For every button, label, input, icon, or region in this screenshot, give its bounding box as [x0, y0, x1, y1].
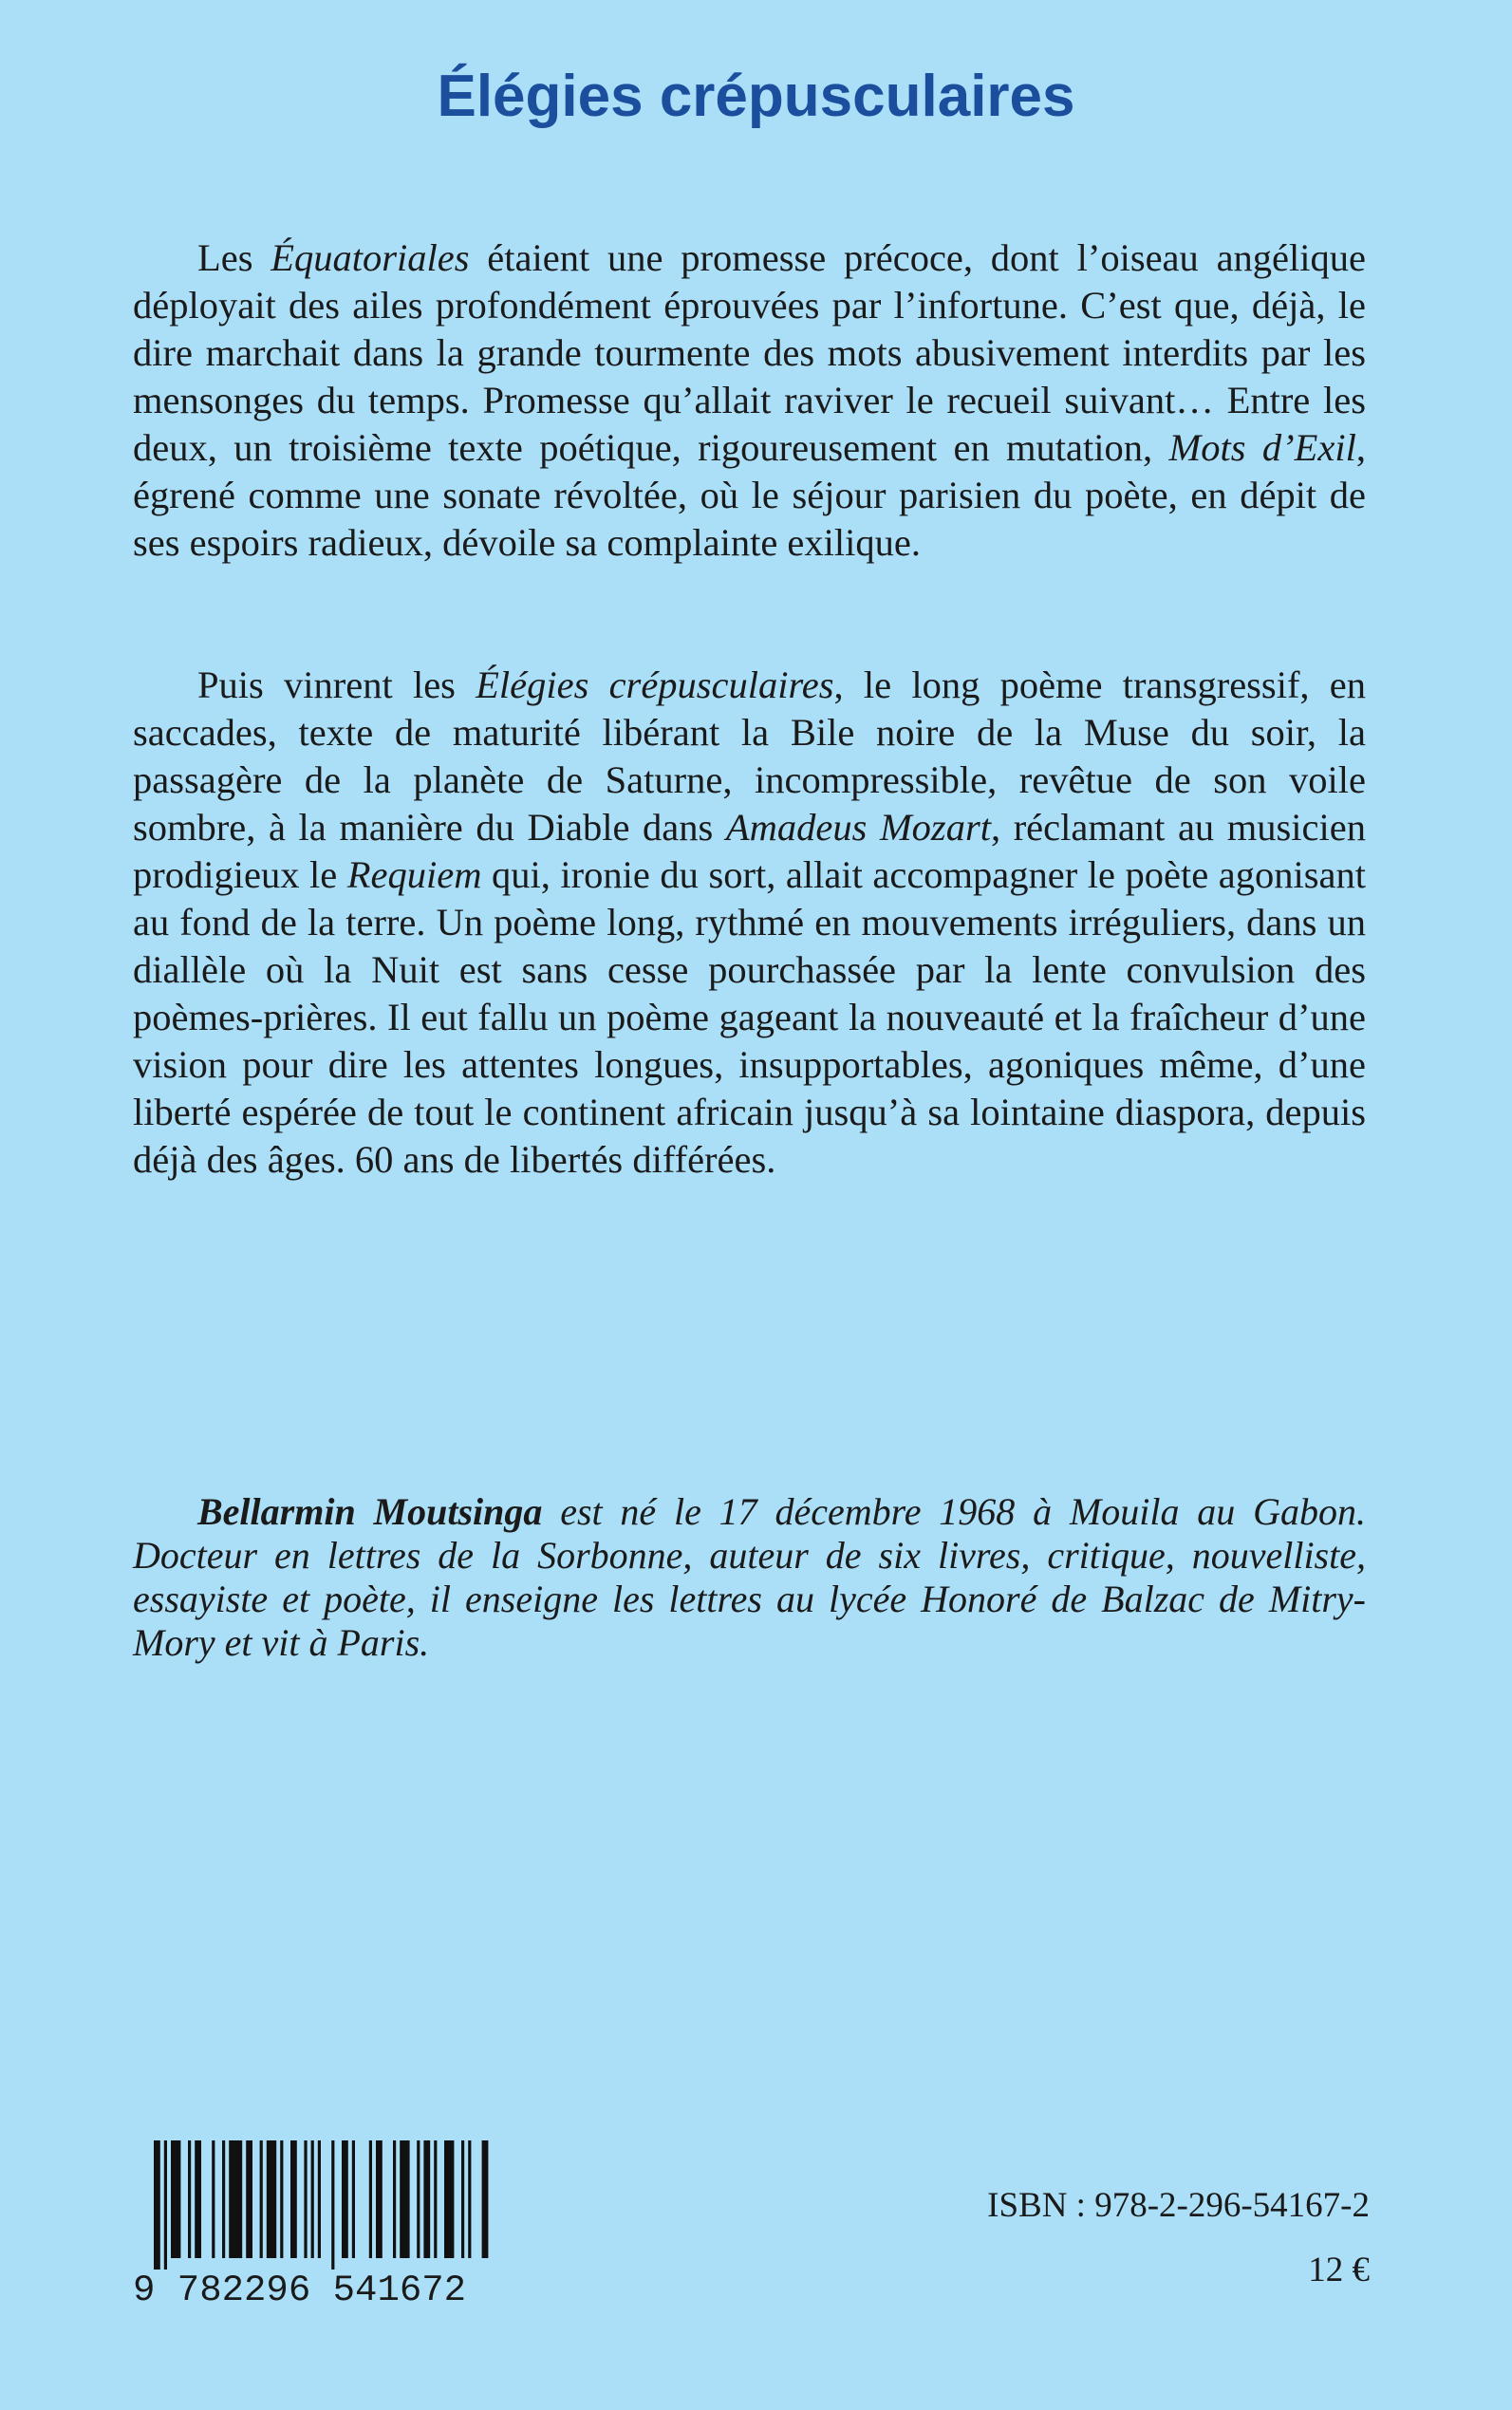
barcode-digits: 9 782296 541672	[133, 2270, 467, 2311]
p2-text-3: , réclamant au musicien prodigieux le	[133, 806, 1366, 896]
author-bio-text: est né le 17 décembre 1968 à Mouila au Gabon. Docteur en lettres de la Sorbonne, auteur de six livres, critique, nouvelliste, essayiste et poète, il enseigne les lettres au lycée Honoré de Balzac de Mitry-Mory et vit à Paris.	[133, 1490, 1366, 1664]
p1-italic-mots-exil: Mots d’Exil	[1168, 426, 1356, 469]
p2-italic-elegies: Élégies crépusculaires	[476, 663, 834, 706]
p2-italic-amadeus: Amadeus Mozart	[725, 806, 991, 849]
price: 12 €	[1308, 2251, 1370, 2289]
p1-italic-equatoriales: Équatoriales	[271, 236, 470, 279]
author-bio	[133, 1490, 1366, 1665]
barcode-bars	[133, 2140, 494, 2270]
book-title: Élégies crépusculaires	[437, 64, 1075, 129]
p1-text-3: , égrené comme une sonate révoltée, où le séjour parisien du poète, en dépit de ses espoirs radieux, dévoile sa complainte exilique.	[133, 426, 1366, 564]
p2-text-1: Puis vinrent les	[197, 663, 476, 706]
p1-text-1: Les	[197, 236, 271, 279]
p2-italic-requiem: Requiem	[346, 853, 482, 896]
p1-text-2: étaient une promesse précoce, dont l’oiseau angélique déployait des ailes profondément éprouvées par l’infortune. C’est que, déjà, le dire marchait dans la grande tourmente des mots abusivement interdits par les mensonges du temps. Promesse qu’allait raviver le recueil suivant… Entre les deux, un troisième texte poétique, rigoureusement en mutation,	[133, 236, 1366, 469]
description-paragraph-2	[133, 662, 1366, 1184]
p2-text-2: , le long poème transgressif, en saccades, texte de maturité libérant la Bile noire de la Muse du soir, la passagère de la planète de Saturne, incompressible, revêtue de son voile sombre, à la manière du Diable dans	[133, 663, 1367, 849]
author-name: Bellarmin Moutsinga	[197, 1490, 543, 1533]
p2-text-4: qui, ironie du sort, allait accompagner le poète agonisant au fond de la terre. Un poème long, rythmé en mouvements irréguliers, dans un diallèle où la Nuit est sans cesse pourchassée par la lente convulsion des poèmes-prières. Il eut fallu un poème gageant la nouveauté et la fraîcheur d’une vision pour dire les attentes longues, insupportables, agoniques même, d’une liberté espérée de tout le continent africain jusqu’à sa lointaine diaspora, depuis déjà des âges. 60 ans de libertés différées.	[133, 853, 1367, 1181]
barcode	[133, 2140, 494, 2311]
isbn-number: ISBN : 978-2-296-54167-2	[987, 2186, 1370, 2225]
description-paragraph-1	[133, 234, 1366, 567]
